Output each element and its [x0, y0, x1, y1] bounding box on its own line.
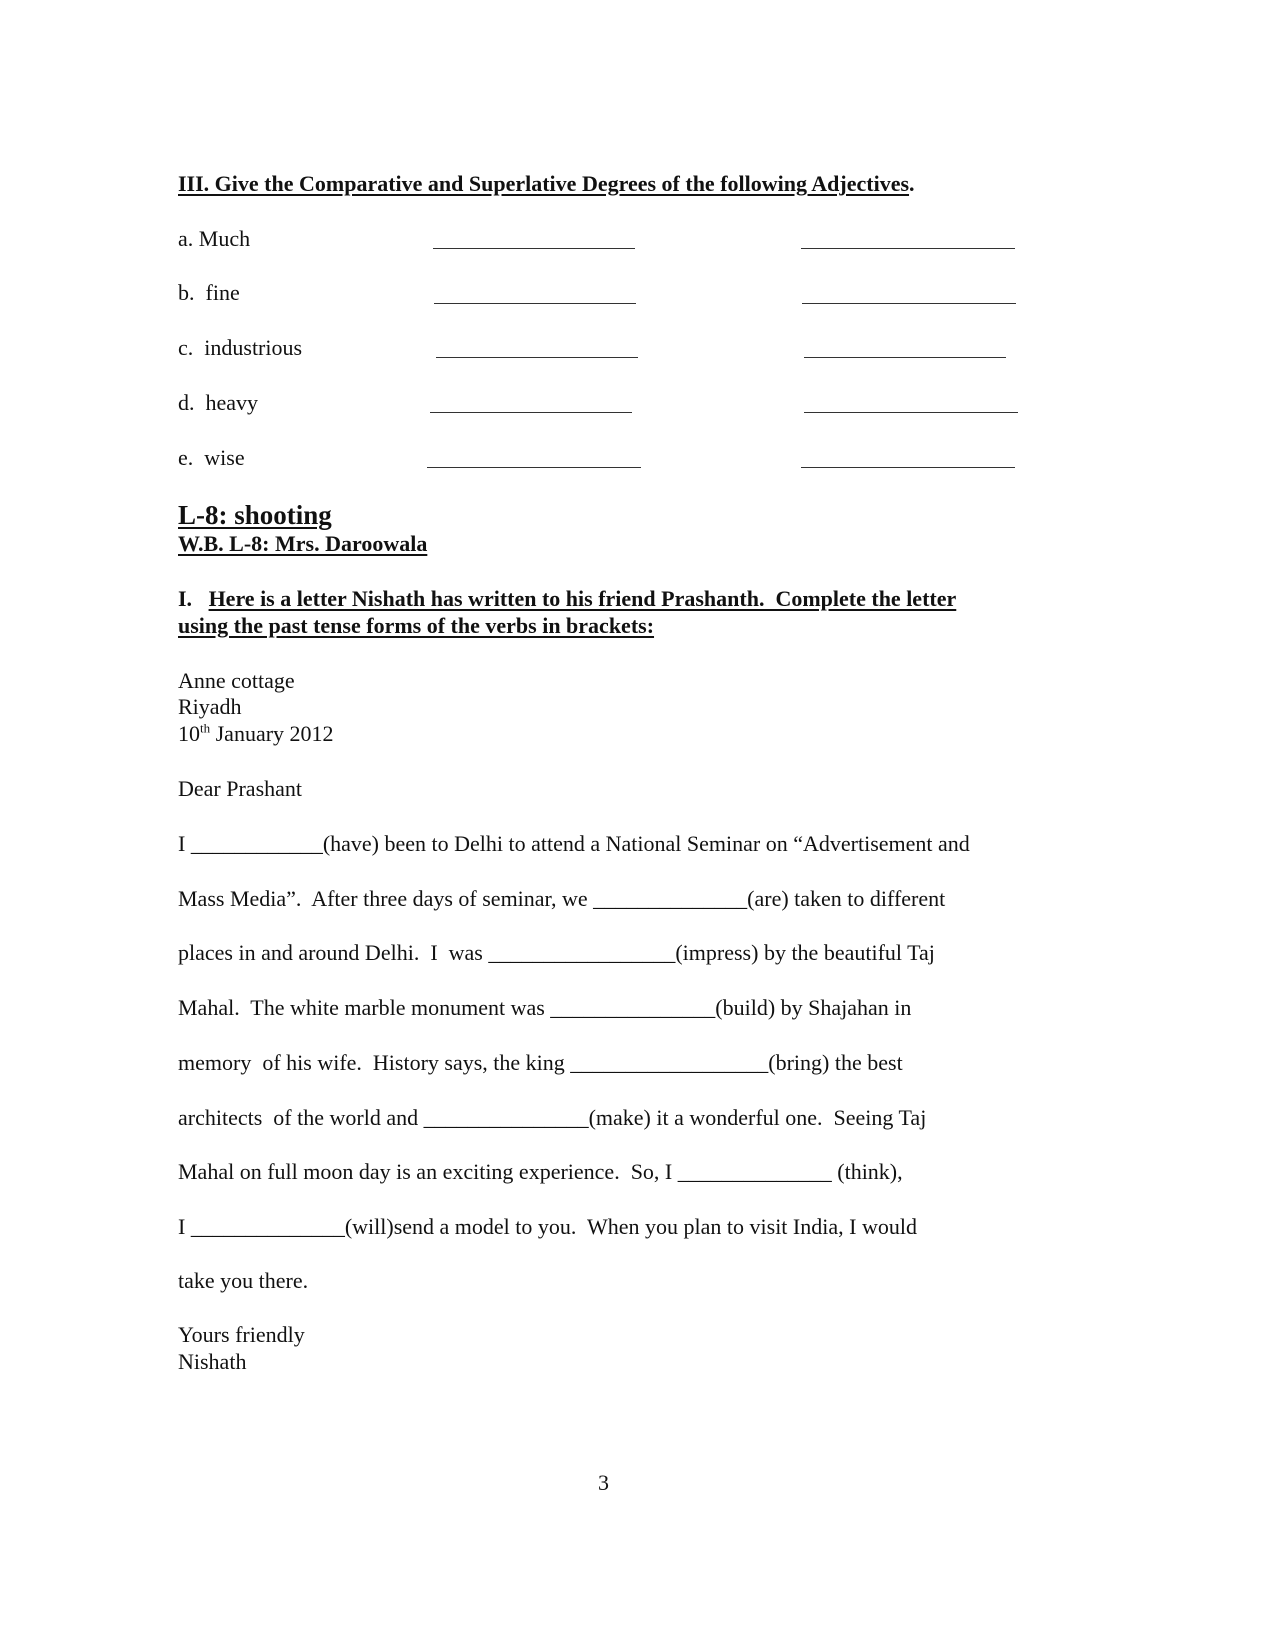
comparative-blank[interactable] [436, 357, 638, 358]
adjective-item: c. industrious [178, 335, 303, 360]
date-suffix: th [200, 720, 211, 736]
letter-line: memory of his wife. History says, the king __________________(bring) the best [178, 1050, 903, 1075]
letter-line: Mass Media”. After three days of seminar, we ______________(are) taken to different [178, 886, 946, 911]
superlative-blank[interactable] [801, 248, 1015, 249]
address-line: Riyadh [178, 694, 242, 719]
exercise-number: I. [178, 586, 193, 611]
closing: Yours friendly [178, 1322, 305, 1347]
letter-date [178, 721, 334, 747]
adjective-item: a. Much [178, 226, 251, 251]
instruction-line: Here is a letter Nishath has written to his friend Prashanth. Complete the letter [208, 586, 957, 611]
address-line: Anne cottage [178, 668, 295, 693]
signature: Nishath [178, 1349, 247, 1374]
page-number: 3 [598, 1470, 609, 1495]
comparative-blank[interactable] [433, 248, 635, 249]
adjective-item: e. wise [178, 445, 245, 470]
salutation: Dear Prashant [178, 776, 303, 801]
section-heading-text: III. Give the Comparative and Superlative Degrees of the following Adjectives [178, 171, 910, 196]
letter-line: I ____________(have) been to Delhi to attend a National Seminar on “Advertisement and [178, 831, 970, 856]
comparative-blank[interactable] [427, 467, 641, 468]
superlative-blank[interactable] [801, 467, 1015, 468]
letter-line: take you there. [178, 1268, 309, 1293]
superlative-blank[interactable] [804, 412, 1018, 413]
superlative-blank[interactable] [802, 303, 1016, 304]
letter-line: Mahal on full moon day is an exciting experience. So, I ______________ (think), [178, 1159, 903, 1184]
letter-line: I ______________(will)send a model to you. When you plan to visit India, I would [178, 1214, 917, 1239]
letter-line: places in and around Delhi. I was _________________(impress) by the beautiful Taj [178, 940, 935, 965]
date-day: 10 [178, 721, 200, 746]
letter-line: architects of the world and _______________(make) it a wonderful one. Seeing Taj [178, 1105, 927, 1130]
adjective-item: b. fine [178, 280, 240, 305]
section-heading-period: . [909, 171, 915, 196]
instruction-line: using the past tense forms of the verbs in brackets: [178, 613, 655, 638]
section-heading [178, 171, 915, 197]
comparative-blank[interactable] [430, 412, 632, 413]
exercise-instruction [178, 586, 956, 612]
date-rest: January 2012 [210, 721, 334, 746]
lesson-subtitle: W.B. L-8: Mrs. Daroowala [178, 531, 428, 556]
letter-line: Mahal. The white marble monument was _______________(build) by Shajahan in [178, 995, 912, 1020]
comparative-blank[interactable] [434, 303, 636, 304]
adjective-item: d. heavy [178, 390, 259, 415]
lesson-title: L-8: shooting [178, 500, 332, 530]
superlative-blank[interactable] [804, 357, 1006, 358]
